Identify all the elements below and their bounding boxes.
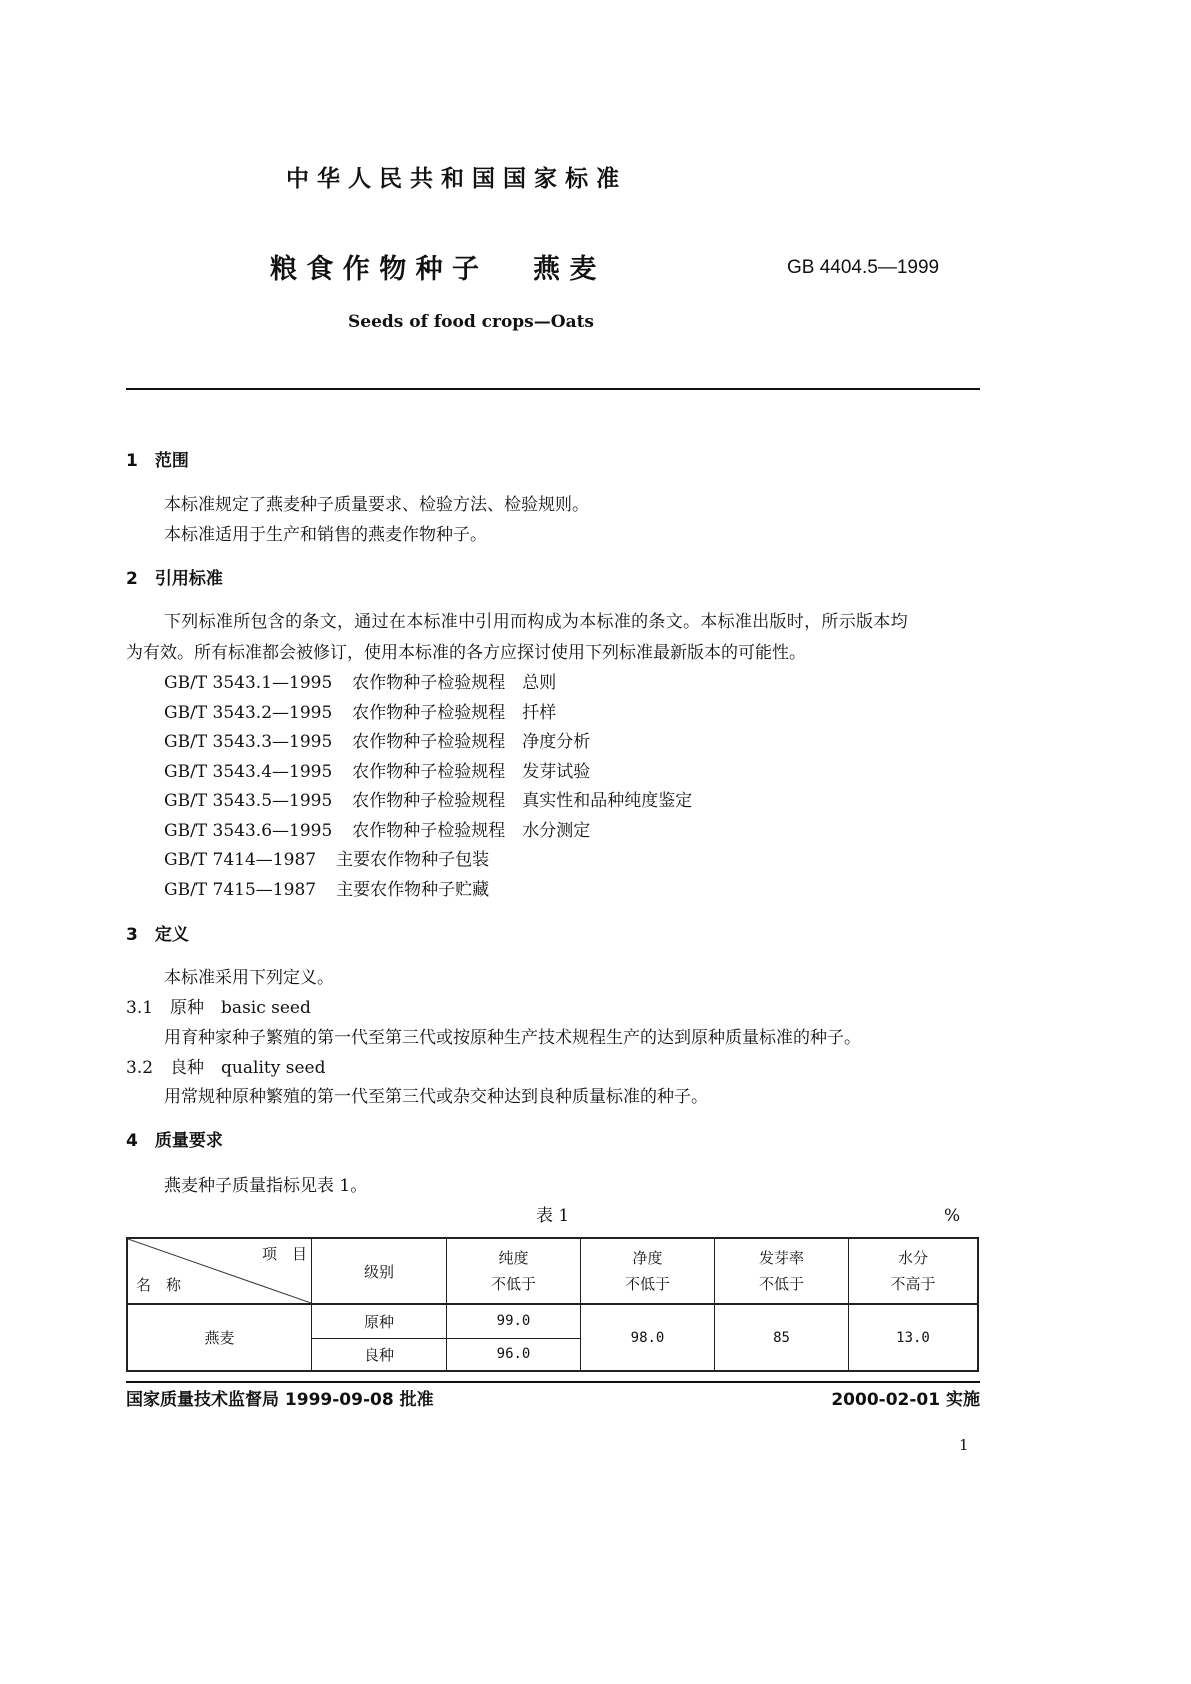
- national-standard-label: 中 华 人 民 共 和 国 国 家 标 准: [286, 166, 620, 192]
- crop-name: 燕麦: [127, 1304, 312, 1371]
- definition-term: 原种: [170, 998, 205, 1018]
- definition-term: 良种: [170, 1058, 205, 1078]
- header-moisture: [849, 1238, 979, 1304]
- header-grade: 级别: [312, 1238, 447, 1304]
- header-label: 净度: [632, 1249, 663, 1267]
- definition-number: 3.2: [126, 1058, 154, 1078]
- effective-date: 2000-02-01 实施: [831, 1390, 980, 1410]
- grade-cell: 良种: [312, 1338, 447, 1371]
- reference-title: 农作物种子检验规程 真实性和品种纯度鉴定: [352, 791, 693, 811]
- reference-item: [164, 852, 489, 869]
- reference-title: 农作物种子检验规程 总则: [352, 673, 557, 693]
- section-2-heading: [126, 571, 223, 588]
- paragraph: 为有效。所有标准都会被修订，使用本标准的各方应探讨使用下列标准最新版本的可能性。: [126, 643, 806, 663]
- definition-english: quality seed: [221, 1058, 326, 1078]
- section-title: 定义: [154, 925, 189, 945]
- header-sublabel: 不低于: [624, 1275, 670, 1293]
- reference-item: [164, 702, 557, 723]
- moisture-cell: 13.0: [849, 1304, 979, 1371]
- header-sublabel: 不低于: [490, 1275, 536, 1293]
- definition-number: 3.1: [126, 998, 154, 1018]
- grade-cell: 原种: [312, 1304, 447, 1338]
- header-germination: [715, 1238, 849, 1304]
- paragraph: 本标准规定了燕麦种子质量要求、检验方法、检验规则。: [164, 495, 589, 515]
- english-title: Seeds of food crops—Oats: [348, 312, 595, 332]
- header-sublabel: 不低于: [758, 1275, 804, 1293]
- section-title: 范围: [154, 451, 189, 471]
- reference-item: [164, 820, 591, 841]
- section-title: 质量要求: [154, 1131, 223, 1151]
- header-cleanliness: [581, 1238, 715, 1304]
- reference-title: 主要农作物种子包装: [336, 850, 490, 870]
- header-divider: [126, 388, 980, 390]
- header-purity: [447, 1238, 581, 1304]
- reference-item: [164, 675, 556, 692]
- header-sublabel: 不高于: [890, 1275, 936, 1293]
- reference-code: GB/T 3543.3—1995: [164, 732, 333, 752]
- purity-cell: 99.0: [447, 1304, 581, 1338]
- document-title: 粮 食 作 物 种 子 燕 麦: [270, 254, 597, 285]
- page-number: 1: [959, 1436, 969, 1454]
- approval-date: 国家质量技术监督局 1999-09-08 批准: [126, 1390, 434, 1410]
- reference-title: 农作物种子检验规程 水分测定: [352, 820, 591, 841]
- header-label: 发芽率: [758, 1249, 804, 1267]
- header-label: 纯度: [498, 1249, 529, 1267]
- paragraph: 下列标准所包含的条文，通过在本标准中引用而构成为本标准的条文。本标准出版时，所示版本均: [164, 612, 908, 632]
- reference-title: 农作物种子检验规程 扦样: [352, 702, 557, 723]
- reference-item: [164, 734, 590, 751]
- table-caption: 表 1: [536, 1206, 570, 1226]
- reference-title: 农作物种子检验规程 净度分析: [352, 732, 591, 752]
- reference-code: GB/T 3543.5—1995: [164, 791, 333, 811]
- section-number: 3: [126, 925, 138, 945]
- footer-divider: [126, 1381, 980, 1383]
- section-title: 引用标准: [154, 569, 223, 589]
- cleanliness-cell: 98.0: [581, 1304, 715, 1371]
- section-number: 2: [126, 569, 138, 589]
- section-number: 4: [126, 1131, 138, 1151]
- definition-text: 用育种家种子繁殖的第一代至第三代或按原种生产技术规程生产的达到原种质量标准的种子。: [164, 1028, 861, 1048]
- reference-title: 农作物种子检验规程 发芽试验: [352, 761, 591, 782]
- reference-item: [164, 879, 490, 900]
- purity-cell: 96.0: [447, 1338, 581, 1371]
- corner-top-label: 项 目: [261, 1245, 307, 1263]
- header-label: 水分: [897, 1249, 928, 1267]
- reference-code: GB/T 3543.6—1995: [164, 820, 333, 841]
- reference-item: [164, 793, 692, 810]
- definition-text: 用常规种原种繁殖的第一代至第三代或杂交种达到良种质量标准的种子。: [164, 1087, 708, 1107]
- corner-bottom-label: 名 称: [136, 1276, 182, 1294]
- definition-3-2-term: [126, 1060, 325, 1077]
- table-unit: %: [944, 1206, 961, 1226]
- corner-cell: [127, 1238, 312, 1304]
- section-1-heading: [126, 453, 189, 470]
- paragraph: 本标准采用下列定义。: [164, 968, 334, 988]
- reference-code: GB/T 3543.4—1995: [164, 761, 333, 782]
- definition-english: basic seed: [221, 998, 311, 1018]
- quality-table: [126, 1237, 979, 1372]
- reference-code: GB/T 7415—1987: [164, 879, 317, 900]
- section-number: 1: [126, 451, 138, 471]
- standard-code: GB 4404.5—1999: [787, 257, 940, 278]
- paragraph: 燕麦种子质量指标见表 1。: [164, 1176, 368, 1196]
- reference-code: GB/T 3543.2—1995: [164, 702, 333, 723]
- reference-title: 主要农作物种子贮藏: [336, 879, 490, 900]
- section-3-heading: [126, 927, 189, 944]
- section-4-heading: [126, 1133, 223, 1150]
- reference-code: GB/T 7414—1987: [164, 850, 317, 870]
- definition-3-1-term: [126, 1000, 311, 1017]
- paragraph: 本标准适用于生产和销售的燕麦作物种子。: [164, 525, 487, 545]
- germination-cell: 85: [715, 1304, 849, 1371]
- reference-code: GB/T 3543.1—1995: [164, 673, 333, 693]
- reference-item: [164, 761, 591, 782]
